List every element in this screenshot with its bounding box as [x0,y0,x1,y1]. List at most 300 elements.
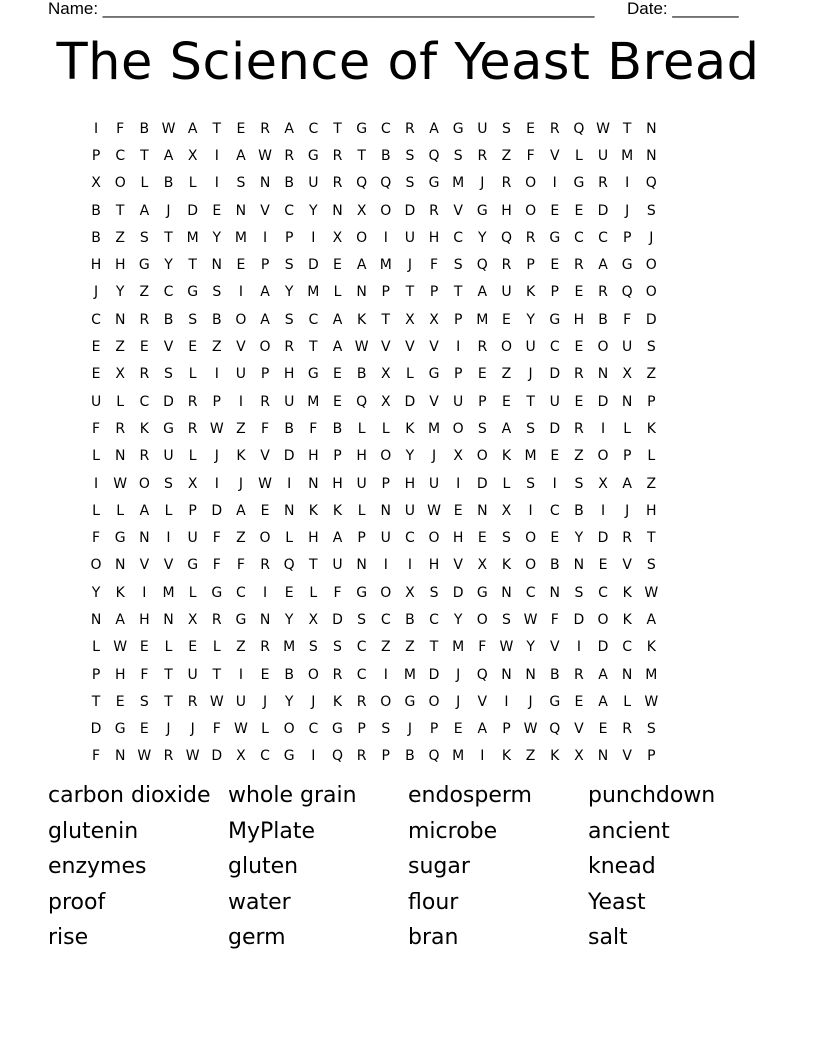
grid-letter: B [139,120,150,137]
grid-letter: V [453,202,463,219]
grid-letter: E [477,530,487,547]
grid-letter: B [574,502,584,519]
grid-letter: Q [476,257,488,274]
grid-letter: S [381,721,391,738]
grid-letter: O [597,611,609,628]
grid-letter: E [453,502,463,519]
grid-letter: J [649,229,654,246]
grid-letter: I [94,475,99,492]
grid-letter: L [92,502,100,519]
grid-letter: Z [380,639,391,656]
grid-letter: M [162,584,175,601]
grid-letter: K [501,748,512,765]
grid-letter: X [477,557,488,574]
grid-letter: L [164,639,173,656]
grid-letter: G [428,175,440,192]
grid-letter: V [477,693,488,710]
grid-letter: G [428,366,440,383]
grid-letter: N [646,147,657,164]
grid-letter: Y [164,257,173,274]
grid-letter: Y [453,611,463,628]
grid-letter: I [214,475,219,492]
grid-letter: N [114,748,126,765]
grid-letter: P [478,393,487,410]
grid-letter: D [573,611,585,628]
grid-letter: U [90,393,102,410]
grid-letter: C [356,639,367,656]
grid-letter: I [600,502,606,519]
grid-letter: A [115,611,125,628]
grid-letter: S [502,120,511,137]
grid-letter: V [622,557,632,574]
grid-letter: O [138,475,150,492]
grid-letter: G [138,257,150,274]
grid-letter: N [90,611,102,628]
grid-letter: W [113,475,128,492]
grid-letter: S [405,147,415,164]
grid-letter: O [525,175,537,192]
grid-letter: D [187,202,199,219]
grid-letter: E [574,284,584,301]
grid-letter: G [356,584,368,601]
grid-letter: Q [428,147,440,164]
grid-letter: O [525,530,537,547]
grid-letter: D [307,257,319,274]
grid-letter: U [549,393,560,410]
grid-letter: K [236,448,246,465]
grid-letter: T [381,311,391,328]
grid-letter: R [139,448,150,465]
grid-letter: E [574,393,584,410]
grid-letter: E [550,257,560,274]
grid-letter: F [92,420,101,437]
grid-letter: Y [526,639,535,656]
grid-letter: B [211,311,222,328]
grid-letter: A [598,666,608,683]
grid-letter: E [212,202,222,219]
grid-letter: X [598,475,608,492]
grid-letter: Q [549,721,561,738]
grid-letter: V [163,557,174,574]
grid-letter: I [600,420,606,437]
grid-letter: Z [236,639,246,656]
grid-letter: G [235,611,247,628]
grid-letter: L [623,693,632,710]
grid-letter: L [285,530,294,547]
grid-letter: N [332,202,343,219]
grid-letter: O [380,448,392,465]
grid-row [84,552,736,579]
grid-letter: I [456,339,461,356]
grid-letter: E [502,311,511,328]
grid-letter: H [501,202,512,219]
grid-letter: Z [139,284,150,301]
grid-letter: Z [211,339,222,356]
grid-letter: W [161,120,176,137]
grid-letter: R [332,175,343,192]
grid-letter: T [453,284,463,301]
grid-letter: B [284,175,294,192]
grid-letter: F [212,721,221,738]
grid-letter: X [332,229,343,246]
grid-letter: E [550,202,560,219]
grid-letter: N [356,557,367,574]
grid-letter: I [383,229,388,246]
grid-letter: D [645,311,657,328]
grid-letter: X [91,175,101,192]
grid-letter: H [452,530,464,547]
grid-letter: S [646,202,656,219]
grid-letter: C [356,666,367,683]
grid-letter: W [644,693,659,710]
grid-letter: C [236,584,246,601]
grid-letter: R [260,393,270,410]
grid-letter: N [646,120,657,137]
grid-letter: J [480,175,485,192]
grid-letter: J [214,448,219,465]
grid-letter: B [549,557,560,574]
word-list-item: salt [588,925,628,950]
grid-letter: V [139,557,150,574]
grid-letter: X [380,393,391,410]
grid-letter: K [550,748,560,765]
grid-letter: I [238,284,243,301]
grid-letter: M [524,448,537,465]
grid-letter: W [499,639,514,656]
grid-letter: D [428,666,440,683]
grid-row [84,115,736,142]
grid-letter: K [115,584,125,601]
grid-letter: O [307,666,319,683]
grid-letter: Q [356,393,368,410]
grid-letter: P [429,721,439,738]
grid-letter: X [380,366,391,383]
grid-letter: O [597,339,609,356]
grid-letter: R [501,257,512,274]
grid-letter: S [308,639,318,656]
grid-letter: T [647,530,656,547]
grid-letter: M [621,147,634,164]
grid-letter: O [259,530,271,547]
grid-letter: E [598,721,608,738]
grid-letter: F [333,584,342,601]
grid-letter: T [333,120,342,137]
grid-letter: M [186,229,199,246]
grid-letter: D [211,502,223,519]
grid-letter: S [502,611,511,628]
grid-letter: N [308,475,319,492]
grid-letter: Z [501,366,512,383]
grid-letter: E [526,120,536,137]
grid-row [84,661,736,688]
grid-letter: P [526,257,535,274]
grid-letter: Q [283,557,295,574]
grid-letter: B [405,748,415,765]
grid-letter: S [453,257,463,274]
grid-letter: P [453,366,463,383]
grid-letter: G [307,366,319,383]
grid-letter: E [236,120,246,137]
grid-letter: E [139,639,149,656]
grid-letter: W [233,721,248,738]
grid-letter: C [284,202,295,219]
grid-letter: Z [646,475,657,492]
grid-letter: Y [405,448,415,465]
grid-letter: L [574,147,583,164]
grid-letter: C [91,311,101,328]
grid-letter: F [550,611,559,628]
grid-letter: N [283,502,295,519]
grid-letter: C [598,584,608,601]
grid-letter: N [621,393,633,410]
grid-letter: O [235,311,247,328]
grid-letter: E [574,339,584,356]
grid-letter: B [356,366,367,383]
grid-letter: S [574,475,584,492]
grid-letter: N [525,666,536,683]
grid-letter: B [598,311,608,328]
grid-letter: G [187,557,199,574]
name-field: Name: ____________________________________________________ [48,0,595,18]
grid-letter: I [311,229,316,246]
grid-letter: P [647,393,656,410]
grid-letter: J [456,666,461,683]
grid-letter: D [549,366,561,383]
grid-letter: N [163,611,174,628]
grid-letter: J [431,448,437,465]
grid-letter: R [260,639,270,656]
grid-letter: M [307,284,320,301]
grid-letter: Y [526,311,535,328]
letter-grid [84,115,736,770]
grid-letter: E [502,393,511,410]
grid-letter: J [238,475,243,492]
grid-letter: T [309,557,318,574]
grid-letter: G [549,693,561,710]
grid-letter: L [188,448,197,465]
grid-letter: S [574,584,584,601]
grid-letter: I [262,229,268,246]
grid-letter: R [574,666,584,683]
grid-letter: W [523,611,538,628]
grid-letter: R [284,339,295,356]
grid-letter: Q [573,120,585,137]
grid-letter: C [598,229,608,246]
grid-letter: P [381,475,390,492]
grid-letter: V [380,339,391,356]
grid-letter: R [139,311,150,328]
grid-row [84,251,736,278]
word-list-item: ancient [588,818,670,844]
grid-letter: B [284,420,294,437]
grid-letter: J [625,202,630,219]
grid-letter: L [92,639,100,656]
grid-letter: L [623,420,632,437]
grid-row [84,224,736,251]
grid-letter: X [236,748,246,765]
grid-letter: O [645,284,657,301]
grid-letter: F [212,530,221,547]
grid-letter: S [453,147,463,164]
grid-letter: R [163,748,174,765]
grid-letter: B [163,175,174,192]
grid-letter: L [116,502,125,519]
grid-letter: R [429,202,439,219]
grid-letter: E [260,666,270,683]
grid-letter: N [380,502,391,519]
grid-letter: A [139,202,150,219]
grid-letter: F [92,530,101,547]
grid-letter: M [452,639,465,656]
grid-letter: O [525,202,537,219]
grid-letter: B [163,311,174,328]
grid-letter: O [452,420,464,437]
grid-letter: E [477,366,487,383]
grid-letter: F [623,311,632,328]
grid-letter: E [574,693,584,710]
grid-letter: A [187,120,198,137]
grid-letter: S [646,557,656,574]
word-list-item: knead [588,854,656,879]
grid-letter: V [163,339,174,356]
grid-letter: X [187,611,198,628]
grid-letter: W [354,339,369,356]
grid-letter: W [427,502,441,519]
grid-letter: R [260,120,270,137]
grid-row [84,388,736,415]
grid-row [84,415,736,442]
grid-letter: K [622,611,632,628]
grid-letter: A [598,257,608,274]
grid-letter: K [357,311,367,328]
grid-letter: O [356,229,368,246]
grid-letter: I [383,666,388,683]
grid-letter: H [646,502,657,519]
grid-letter: U [163,448,174,465]
grid-letter: O [645,257,657,274]
grid-letter: U [235,693,247,710]
grid-letter: G [283,748,295,765]
grid-letter: E [188,339,198,356]
grid-letter: M [427,420,441,437]
word-list-item: sugar [408,854,470,879]
grid-letter: O [476,448,488,465]
grid-letter: H [114,666,126,683]
grid-letter: C [308,311,319,328]
grid-letter: D [597,530,609,547]
grid-letter: N [259,175,271,192]
grid-letter: A [332,339,343,356]
grid-letter: F [92,748,101,765]
grid-letter: P [502,721,511,738]
grid-letter: P [453,311,463,328]
grid-letter: B [284,666,294,683]
grid-letter: D [211,748,223,765]
grid-letter: E [188,639,198,656]
grid-letter: T [405,284,415,301]
grid-letter: E [550,448,560,465]
grid-letter: I [576,639,581,656]
grid-letter: Z [646,366,657,383]
grid-letter: H [428,557,440,574]
grid-letter: I [287,475,292,492]
grid-letter: E [139,721,149,738]
grid-letter: A [646,611,657,628]
word-list-item: gluten [228,854,299,879]
grid-letter: C [549,502,560,519]
grid-letter: S [405,175,415,192]
grid-letter: O [476,611,488,628]
page-title: The Science of Yeast Bread [56,33,760,92]
grid-letter: K [646,420,656,437]
grid-letter: E [598,557,608,574]
word-list-item: rise [48,925,89,950]
grid-letter: V [429,393,439,410]
grid-letter: O [90,557,102,574]
grid-letter: C [573,229,584,246]
grid-letter: J [407,721,412,738]
grid-letter: X [405,584,415,601]
grid-letter: M [307,393,320,410]
word-list-item: microbe [408,818,498,844]
grid-letter: Z [236,420,246,437]
grid-letter: N [114,448,126,465]
grid-letter: Q [331,748,343,765]
grid-letter: H [139,611,150,628]
grid-letter: W [258,475,272,492]
grid-letter: P [647,748,656,765]
grid-letter: A [332,311,343,328]
grid-letter: A [501,420,512,437]
grid-letter: I [311,748,316,765]
grid-letter: R [574,366,584,383]
grid-letter: S [188,311,198,328]
grid-letter: R [187,420,198,437]
grid-letter: Q [621,284,633,301]
grid-letter: B [549,666,560,683]
grid-letter: U [404,502,416,519]
grid-letter: N [235,202,247,219]
grid-letter: X [622,366,632,383]
grid-letter: P [91,147,101,164]
grid-letter: T [91,693,101,710]
grid-letter: U [525,339,536,356]
grid-letter: Q [645,175,657,192]
grid-letter: O [380,693,392,710]
grid-row [84,497,736,524]
grid-letter: T [212,120,222,137]
grid-letter: I [456,475,461,492]
grid-letter: Z [525,748,536,765]
grid-letter: G [549,311,561,328]
grid-letter: X [187,147,198,164]
grid-letter: C [549,339,560,356]
grid-letter: N [573,557,585,574]
grid-letter: A [356,257,367,274]
grid-letter: Q [476,666,488,683]
grid-row [84,688,736,715]
grid-letter: H [428,229,440,246]
grid-letter: P [550,284,559,301]
grid-letter: F [212,557,221,574]
grid-letter: L [309,584,318,601]
grid-letter: M [283,639,296,656]
grid-letter: E [284,584,294,601]
grid-letter: Z [405,639,415,656]
grid-letter: R [598,284,608,301]
grid-letter: I [407,557,412,574]
grid-letter: A [477,284,488,301]
